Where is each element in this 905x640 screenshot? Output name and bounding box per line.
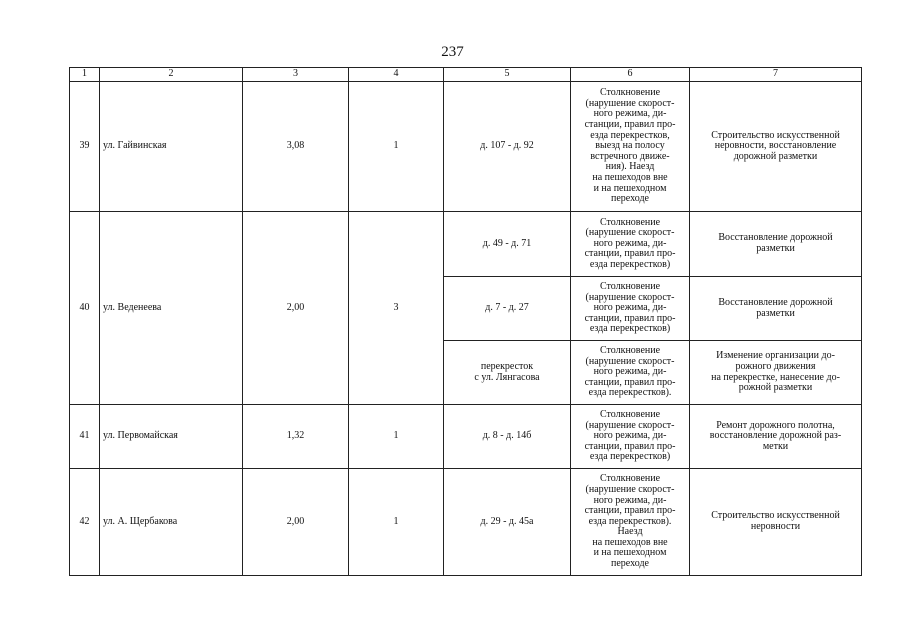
measures: Изменение организации до- рожного движения на перекрестке, нанесение до- рожной разметки bbox=[690, 341, 862, 405]
measures: Восстановление дорожной разметки bbox=[690, 212, 862, 277]
hotspot-count: 1 bbox=[349, 469, 444, 576]
accident-type: Столкновение (нарушение скорост- ного режима, ди- станции, правил про- езда перекрестков, выезд на полосу встречного движе- ния). Наезд на пешеходов вне и на пешеходном переходе bbox=[571, 82, 690, 212]
column-header-4: 4 bbox=[349, 68, 444, 82]
row-number: 39 bbox=[70, 82, 100, 212]
column-header-7: 7 bbox=[690, 68, 862, 82]
street-name: ул. А. Щербакова bbox=[100, 469, 243, 576]
accident-type: Столкновение (нарушение скорост- ного режима, ди- станции, правил про- езда перекрестков). bbox=[571, 341, 690, 405]
row-number: 41 bbox=[70, 405, 100, 469]
column-header-3: 3 bbox=[243, 68, 349, 82]
column-header-6: 6 bbox=[571, 68, 690, 82]
section-length: 2,00 bbox=[243, 212, 349, 405]
location: д. 7 - д. 27 bbox=[444, 277, 571, 341]
header-row bbox=[70, 68, 862, 82]
page-number: 237 bbox=[441, 44, 464, 60]
table-row bbox=[70, 469, 862, 576]
table-row bbox=[70, 212, 862, 277]
row-number: 42 bbox=[70, 469, 100, 576]
accident-type: Столкновение (нарушение скорост- ного режима, ди- станции, правил про- езда перекрестков) bbox=[571, 405, 690, 469]
accident-locations-table bbox=[69, 67, 862, 576]
row-number: 40 bbox=[70, 212, 100, 405]
measures: Строительство искусственной неровности, восстановление дорожной разметки bbox=[690, 82, 862, 212]
section-length: 2,00 bbox=[243, 469, 349, 576]
table-row bbox=[70, 405, 862, 469]
street-name: ул. Гайвинская bbox=[100, 82, 243, 212]
column-header-2: 2 bbox=[100, 68, 243, 82]
section-length: 1,32 bbox=[243, 405, 349, 469]
location: перекресток с ул. Лянгасова bbox=[444, 341, 571, 405]
table-row bbox=[70, 82, 862, 212]
location: д. 107 - д. 92 bbox=[444, 82, 571, 212]
column-header-5: 5 bbox=[444, 68, 571, 82]
measures: Ремонт дорожного полотна, восстановление дорожной раз- метки bbox=[690, 405, 862, 469]
measures: Строительство искусственной неровности bbox=[690, 469, 862, 576]
section-length: 3,08 bbox=[243, 82, 349, 212]
accident-type: Столкновение (нарушение скорост- ного режима, ди- станции, правил про- езда перекрестков). Наезд на пешеходов вне и на пешеходном переходе bbox=[571, 469, 690, 576]
column-header-1: 1 bbox=[70, 68, 100, 82]
accident-type: Столкновение (нарушение скорост- ного режима, ди- станции, правил про- езда перекрестков) bbox=[571, 212, 690, 277]
hotspot-count: 1 bbox=[349, 405, 444, 469]
measures: Восстановление дорожной разметки bbox=[690, 277, 862, 341]
location: д. 8 - д. 14б bbox=[444, 405, 571, 469]
street-name: ул. Первомайская bbox=[100, 405, 243, 469]
location: д. 49 - д. 71 bbox=[444, 212, 571, 277]
location: д. 29 - д. 45а bbox=[444, 469, 571, 576]
street-name: ул. Веденеева bbox=[100, 212, 243, 405]
hotspot-count: 1 bbox=[349, 82, 444, 212]
accident-type: Столкновение (нарушение скорост- ного режима, ди- станции, правил про- езда перекрестков) bbox=[571, 277, 690, 341]
hotspot-count: 3 bbox=[349, 212, 444, 405]
